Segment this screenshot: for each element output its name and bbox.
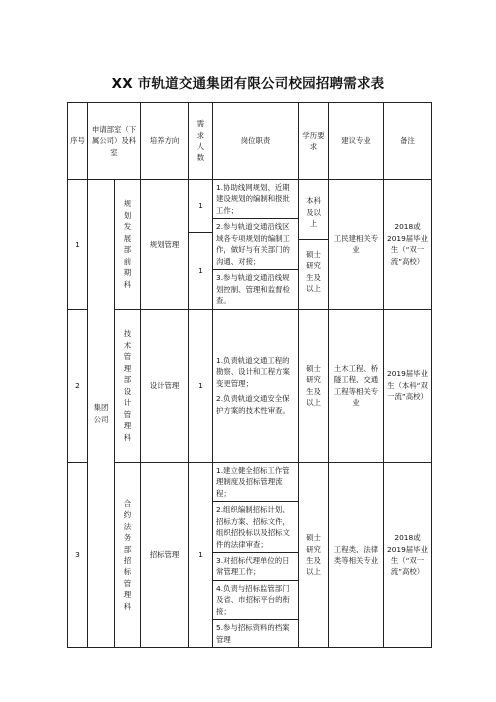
duty-item: 1.负责轨道交通工程的勘察、设计和工程方案变更管理； — [216, 356, 290, 388]
duty-item: 4.负责与招标监管部门及省、市招标平台的衔接； — [213, 581, 298, 620]
row-seq: 1 — [68, 180, 88, 310]
count-cell: 1 — [189, 180, 213, 233]
major-cell: 土木工程、桥隧工程、交通工程等相关专业 — [329, 309, 384, 462]
direction-cell: 规划管理 — [141, 180, 189, 310]
recruitment-table — [67, 102, 432, 648]
page-title: XX 市轨道交通集团有限公司校园招聘需求表 — [111, 76, 385, 92]
header-remark: 备注 — [384, 103, 432, 180]
table-row — [68, 309, 432, 462]
header-seq: 序号 — [68, 103, 88, 180]
header-major: 建议专业 — [329, 103, 384, 180]
table-row — [68, 180, 432, 233]
header-row — [68, 103, 432, 180]
duty-item: 3.对招标代理单位的日常管理工作； — [213, 553, 298, 581]
remark-cell: 2018或2019届毕业生（“双一流”高校） — [384, 180, 432, 310]
major-cell: 工程类、法律类等相关专业 — [329, 462, 384, 648]
section-cell: 技术管理部设计管理科 — [115, 309, 141, 462]
duty-item: 2.参与轨道交通沿线区域各专项规划的编制工作，做好与有关部门的沟通、对接； — [213, 219, 298, 270]
row-seq: 2 — [68, 309, 88, 462]
header-direction: 培养方向 — [141, 103, 189, 180]
duty-item: 2.负责轨道交通安全保护方案的技术性审查。 — [216, 394, 290, 415]
education-cell — [299, 180, 329, 310]
section-cell: 合约法务部招标管理科 — [115, 462, 141, 648]
table-row — [68, 462, 432, 648]
major-cell: 工民建相关专业 — [329, 180, 384, 310]
company-cell: 集团公司 — [88, 180, 115, 648]
education-cell: 硕士研究生及以上 — [299, 309, 329, 462]
duties-cell — [213, 180, 299, 310]
duty-item: 1.协助线网规划、近期建设规划的编制和报批工作； — [213, 180, 298, 219]
duty-item: 1.建立健全招标工作管理制度及招标管理流程； — [213, 463, 298, 502]
remark-cell: 2018或2019届毕业生（“双一流”高校） — [384, 462, 432, 648]
count-cell: 1 — [189, 233, 213, 309]
duty-item: 2.组织编制招标计划、招标方案、招标文件，组织招投标以及招标文件的法律审查； — [213, 502, 298, 553]
education-value: 本科及以上 — [306, 196, 321, 229]
header-count: 需求人数 — [189, 103, 213, 180]
duty-item: 5.参与招标资料的档案管理 — [216, 623, 290, 644]
education-cell: 硕士研究生及以上 — [299, 462, 329, 648]
remark-cell: 2019届毕业生（本科“双一流”高校） — [384, 309, 432, 462]
header-dept: 申请部室（下属公司）及科室 — [88, 103, 141, 180]
duty-item: 3.参与轨道交通沿线规划控制、管理和监督检查。 — [216, 273, 290, 306]
duties-cell — [213, 462, 299, 648]
direction-cell: 招标管理 — [141, 462, 189, 648]
row-seq: 3 — [68, 462, 88, 648]
education-value: 硕士研究生及以上 — [299, 239, 328, 303]
count-cell: 1 — [189, 462, 213, 648]
header-duties: 岗位职责 — [213, 103, 299, 180]
header-education: 学历要求 — [299, 103, 329, 180]
duties-cell — [213, 309, 299, 462]
count-cell: 1 — [189, 309, 213, 462]
direction-cell: 设计管理 — [141, 309, 189, 462]
section-cell: 规划发展部前期科 — [115, 180, 141, 310]
